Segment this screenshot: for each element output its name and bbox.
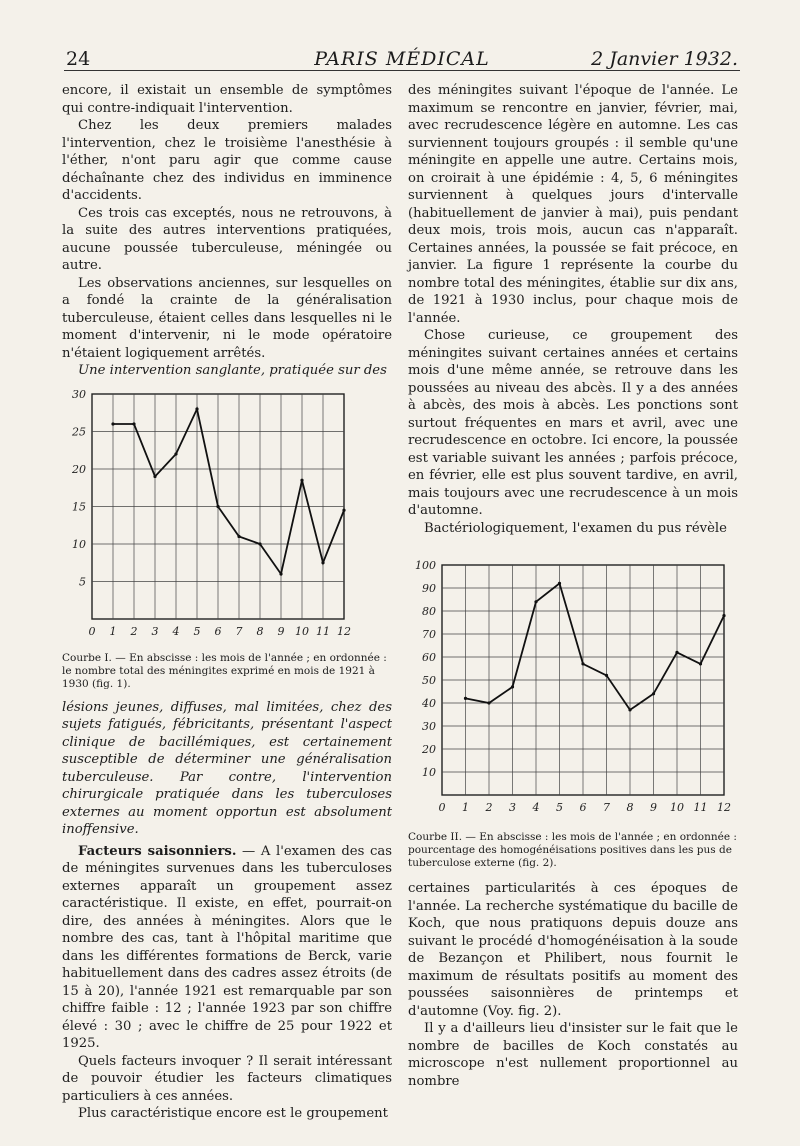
paragraph: des méningites suivant l'époque de l'année. Le maximum se rencontre en janvier, février, mai, avec recrudescence légère en automne. Les cas surviennent toujours groupés : il semble qu'une méningite en appelle une autre. Certains mois, on croirait à une épidémie : 4, 5, 6 méningites surviennent à quelques jours d'intervalle (habituellement de janvier à mai), puis pendant deux mois, trois mois, aucun cas n'apparaît. Certaines années, la poussée se fait précoce, en janvier. La figure 1 représente la courbe du nombre total des méningites, établie sur dix ans, de 1921 à 1930 inclus, pour chaque mois de l'année. (408, 83, 738, 326)
x-tick-label: 5 (193, 624, 201, 638)
data-point (216, 504, 219, 507)
x-tick-label: 3 (509, 801, 516, 814)
paragraph: Quels facteurs invoquer ? Il serait intéressant de pouvoir étudier les facteurs climatiques particuliers à ces années. (62, 1053, 392, 1104)
paragraph: Les observations anciennes, sur lesquelles on a fondé la crainte de la généralisation tuberculeuse, étaient celles dans lesquelles ni le moment d'intervenir, ni le mode opératoire n'étaient logiquement arrêtés. (62, 275, 392, 361)
data-point (153, 474, 156, 477)
paragraph-text: — A l'examen des cas de méningites survenues dans les tuberculoses externes apparaît un groupement assez caractéristique. Il existe, en effet, pourrait-on dire, des années à méningites. Alors que le nombre des cas, tant à l'hôpital maritime que dans les différentes formations de Berck, varie habituellement dans des cadres assez étroits (de 15 à 20), l'année 1921 est remarquable par son chiffre faible : 12 ; l'année 1923 par son chiffre élevé : 30 ; avec le chiffre de 25 pour 1922 et 1925. (62, 843, 392, 1051)
y-tick-label: 30 (72, 387, 86, 401)
data-point (237, 534, 240, 537)
x-tick-label: 1 (109, 624, 117, 638)
data-point (321, 561, 324, 564)
paragraph: Chose curieuse, ce groupement des méningites suivant certaines années et certains mois d'une même année, se retrouve dans les poussées au niveau des abcès. Il y a des années à abcès, des mois à abcès. Les ponctions sont surtout fréquentes en mars et avril, avec une recrudescence en octobre. Ici encore, la poussée est variable suivant les années ; parfois précoce, en février, elle est plus souvent tardive, en avril, mais toujours avec une recrudescence à un mois d'automne. (408, 328, 738, 518)
x-tick-label: 0 (438, 801, 446, 814)
y-tick-label: 20 (72, 462, 86, 476)
y-tick-label: 60 (422, 651, 436, 664)
paragraph: Chez les deux premiers malades l'intervention, chez le troisième l'anesthésie à l'éther, n'ont paru agir que comme cause déchaînante chez des individus en imminence d'accidents. (62, 118, 392, 203)
data-point (258, 542, 261, 545)
x-tick-label: 9 (650, 801, 657, 814)
x-tick-label: 2 (130, 624, 138, 638)
data-point (605, 674, 608, 677)
data-point (279, 572, 282, 575)
figure-2 (408, 555, 738, 827)
y-tick-label: 40 (422, 697, 436, 710)
y-tick-label: 10 (422, 766, 436, 779)
x-tick-label: 9 (277, 624, 285, 638)
paragraph: Une intervention sanglante, pratiquée sur des (78, 363, 387, 378)
data-point (699, 662, 702, 665)
paragraph: Plus caractéristique encore est le groupement (78, 1106, 388, 1121)
x-tick-label: 7 (603, 801, 610, 814)
y-tick-label: 5 (79, 575, 86, 588)
chart-2 (408, 555, 738, 827)
left-column (62, 82, 392, 1123)
x-tick-label: 12 (337, 624, 351, 638)
x-tick-label: 8 (256, 624, 264, 638)
y-tick-label: 100 (415, 559, 436, 572)
paragraph: Ces trois cas exceptés, nous ne retrouvons, à la suite des autres interventions pratiquées, aucune poussée tuberculeuse, méningée ou autre. (62, 205, 392, 273)
figure-1 (62, 386, 392, 648)
data-point (534, 600, 537, 603)
x-tick-label: 3 (151, 624, 159, 638)
x-tick-label: 6 (214, 624, 222, 638)
data-point (581, 662, 584, 665)
right-column (408, 82, 738, 1090)
data-point (675, 651, 678, 654)
x-tick-label: 11 (693, 801, 708, 814)
paragraph: Il y a d'ailleurs lieu d'insister sur le fait que le nombre de bacilles de Koch constatés au microscope n'est nullement proportionnel au nombre (408, 1021, 738, 1089)
x-tick-label: 10 (670, 801, 684, 814)
series-line (113, 409, 344, 574)
data-point (342, 508, 345, 511)
paragraph: certaines particularités à ces époques de l'année. La recherche systématique du bacille de Koch, que nous pratiquons depuis douze ans suivant le procédé d'homogénéisation à la soude de Bezançon et Philibert, nous fournit le maximum de résultats positifs au moment des poussées saisonnières de printemps et d'automne (Voy. fig. 2). (408, 881, 738, 1019)
x-tick-label: 12 (717, 801, 731, 814)
data-point (722, 614, 725, 617)
x-tick-label: 0 (88, 624, 96, 638)
paragraph: encore, il existait un ensemble de symptômes qui contre-indiquait l'intervention. (62, 83, 392, 116)
data-point (511, 685, 514, 688)
x-tick-label: 5 (556, 801, 563, 814)
x-tick-label: 6 (579, 801, 587, 814)
y-tick-label: 80 (422, 605, 436, 618)
figure-1-caption: Courbe I. — En abscisse : les mois de l'année ; en ordonnée : le nombre total des méningites exprimé en mois de 1921 à 1930 (fig. 1). (62, 651, 387, 690)
x-tick-label: 10 (295, 624, 309, 638)
data-point (652, 692, 655, 695)
y-tick-label: 10 (72, 537, 86, 551)
y-tick-label: 90 (422, 582, 436, 595)
x-tick-label: 7 (235, 624, 243, 638)
data-point (132, 422, 135, 425)
section-title: Facteurs saisonniers. (78, 843, 237, 859)
x-tick-label: 2 (485, 801, 493, 814)
data-point (558, 582, 561, 585)
x-tick-label: 11 (316, 624, 330, 638)
data-point (628, 708, 631, 711)
issue-date: 2 Janvier 1932. (591, 48, 738, 70)
series-line (466, 583, 725, 710)
paragraph: Bactériologiquement, l'examen du pus révèle (424, 520, 727, 536)
paragraph: lésions jeunes, diffuses, mal limitées, chez des sujets fatigués, fébricitants, présentant l'aspect clinique de bacillémiques, est certainement susceptible de déterminer une généralisation tuberculeuse. Par contre, l'intervention chirurgicale pratiquée dans les tuberculoses externes au moment opportun est absolument inoffensive. (62, 699, 392, 837)
chart-1 (62, 386, 362, 648)
data-point (111, 422, 114, 425)
data-point (464, 697, 467, 700)
y-tick-label: 15 (72, 500, 86, 513)
paragraph (62, 843, 392, 1053)
y-tick-label: 20 (422, 743, 436, 756)
data-point (195, 407, 198, 410)
journal-title: PARIS MÉDICAL (314, 48, 490, 70)
x-tick-label: 4 (172, 624, 180, 638)
x-tick-label: 8 (626, 801, 634, 814)
running-header (64, 44, 740, 71)
data-point (487, 701, 490, 704)
y-tick-label: 50 (422, 674, 436, 687)
y-tick-label: 25 (72, 425, 86, 438)
data-point (300, 478, 303, 481)
data-point (174, 452, 177, 455)
page-number: 24 (66, 48, 91, 70)
x-tick-label: 1 (462, 801, 469, 814)
x-tick-label: 4 (532, 801, 540, 814)
y-tick-label: 30 (422, 720, 436, 733)
y-tick-label: 70 (422, 628, 436, 641)
figure-2-caption: Courbe II. — En abscisse : les mois de l'année ; en ordonnée : pourcentage des homogénéisations positives dans les pus de tuberculose externe (fig. 2). (408, 831, 737, 869)
